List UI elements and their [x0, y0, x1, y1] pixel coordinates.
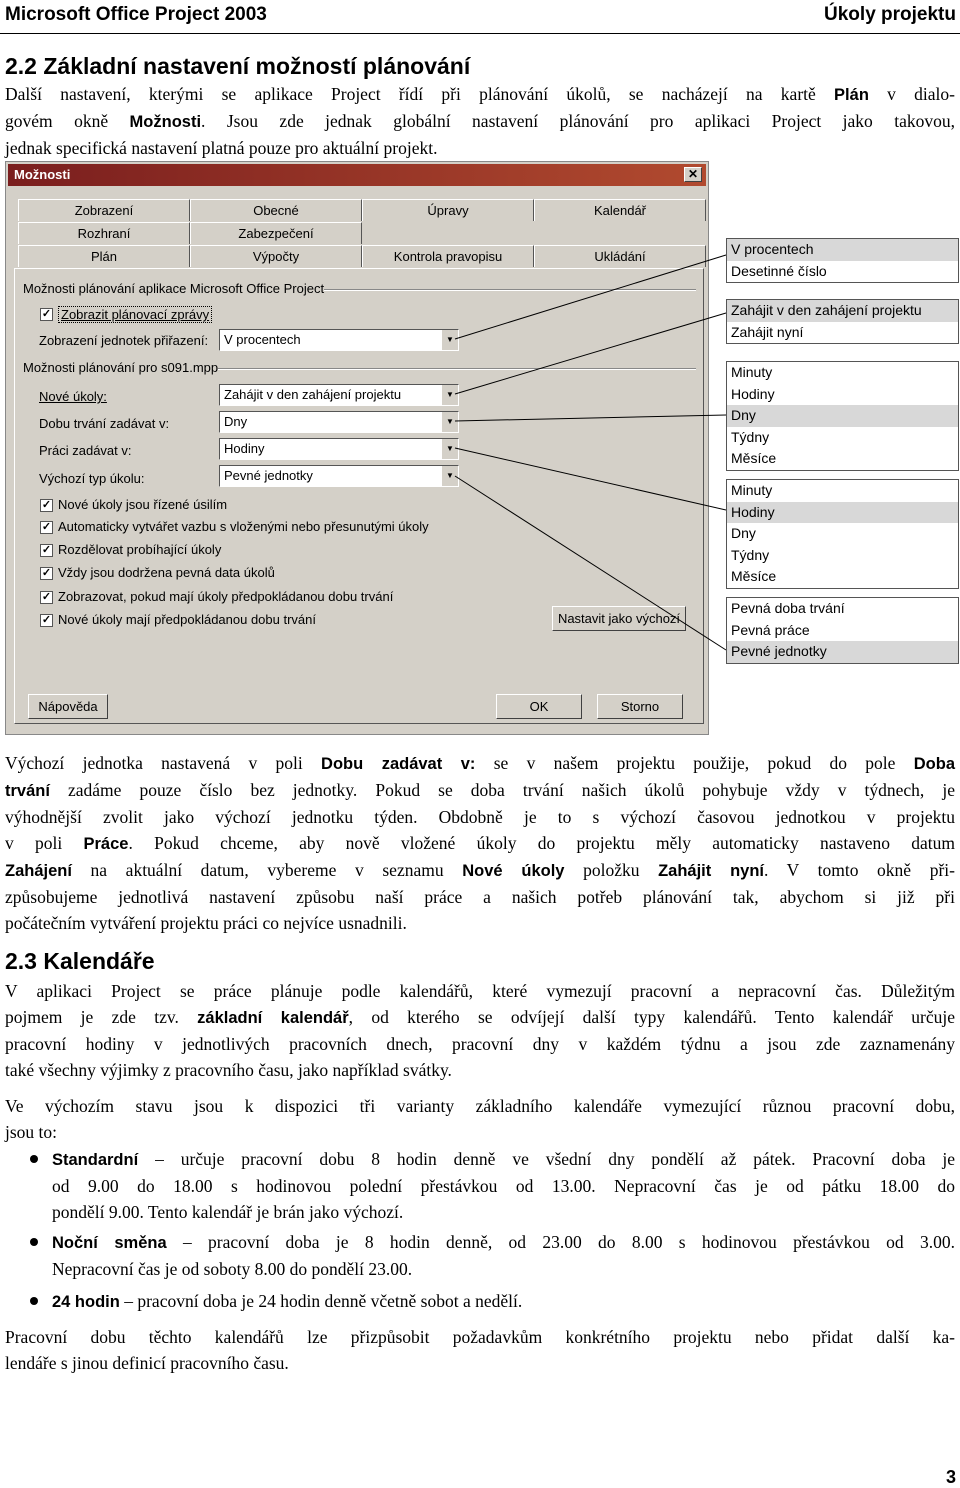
text: Další nastavení, kterými se aplikace Project řídí při plánování úkolů, se nacházejí na kartě	[5, 84, 835, 104]
text: v dialo-	[868, 84, 955, 104]
list-item[interactable]: Měsíce	[731, 450, 777, 466]
list-item	[52, 1288, 955, 1315]
tab-vypocty[interactable]: Výpočty	[190, 245, 362, 267]
para-line	[52, 1229, 955, 1256]
chevron-down-icon[interactable]: ▼	[441, 330, 458, 350]
para-line: výhodnější zvolit jako výchozí jednotku týden. Obdobně je to s výchozí časovou jednotkou v projektu	[5, 807, 955, 827]
text: v poli	[5, 833, 84, 853]
dialog-title: Možnosti	[14, 167, 71, 182]
callout-line-start	[455, 313, 726, 394]
chevron-down-icon[interactable]: ▼	[441, 439, 458, 459]
text: položku	[564, 860, 659, 880]
list-item[interactable]: Dny	[727, 405, 958, 427]
text: – určuje pracovní dobu 8 hodin denně ve všední dny pondělí až pátek. Pracovní doba je	[138, 1149, 955, 1169]
para-line: počátečním vytváření projektu práci co nejvíce usnadnili.	[5, 913, 407, 933]
list-item[interactable]: Měsíce	[731, 568, 777, 584]
text: se v našem projektu použije, pokud do pole	[475, 753, 914, 773]
tab-upravy[interactable]: Úpravy	[362, 199, 534, 221]
bullet-icon	[30, 1155, 38, 1163]
list-item[interactable]: Hodiny	[731, 385, 775, 402]
duration-value: Dny	[224, 414, 248, 429]
callout-line-work	[455, 448, 726, 510]
term: Zahájit nyní	[658, 862, 764, 880]
bullet-icon	[30, 1238, 38, 1246]
list-item[interactable]: Týdny	[731, 428, 770, 445]
bullet-icon	[30, 1297, 38, 1305]
text: . V tomto okně při-	[764, 860, 955, 880]
term-plan: Plán	[834, 86, 869, 104]
new-estimated-label: Nové úkoly mají předpokládanou dobu trvání	[58, 612, 316, 627]
work-value: Hodiny	[224, 441, 265, 456]
duration-label: Dobu trvání zadávat v:	[39, 416, 170, 431]
list-item	[52, 1146, 955, 1225]
para-line: Ve výchozím stavu jsou k dispozici tři varianty základního kalendáře vymezující různou pracovní dobu,	[5, 1096, 955, 1116]
calendars-paragraph-2	[5, 1093, 955, 1145]
text: , od kterého se odvíjejí další typy kalendářů. Tento kalendář určuje	[348, 1007, 956, 1027]
list-item[interactable]: Hodiny	[727, 502, 958, 524]
para-line	[5, 830, 955, 857]
task-type-value: Pevné jednotky	[224, 468, 313, 483]
text: Výchozí jednotka nastavená v poli	[5, 753, 322, 773]
auto-link-label: Automaticky vytvářet vazbu s vloženými nebo přesunutými úkoly	[58, 519, 429, 534]
tab-zobrazeni[interactable]: Zobrazení	[18, 199, 190, 221]
para-line	[5, 777, 955, 804]
para-line: od 9.00 do 18.00 s hodinovou polední přestávkou od 13.00. Nepracovní čas je od pátku 18.00 do	[52, 1176, 955, 1196]
tab-zabezpeceni[interactable]: Zabezpečení	[190, 222, 362, 244]
header-right: Úkoly projektu	[824, 4, 956, 25]
term: Práce	[83, 835, 129, 853]
text: zadáme pouze číslo bez jednotky. Pokud se doba trvání našich úkolů pohybuje vždy v týdnech, je	[49, 780, 955, 800]
checkbox-honor-dates[interactable]: ✓	[41, 567, 52, 579]
text: – pracovní doba je 24 hodin denně včetně sobot a nedělí.	[119, 1291, 523, 1311]
effort-driven-label: Nové úkoly jsou řízené úsilím	[58, 497, 228, 512]
para-line: Nepracovní čas je od soboty 8.00 do pondělí 23.00.	[52, 1259, 413, 1279]
duration-dropdown-list	[726, 361, 959, 471]
calendars-paragraph-1	[5, 978, 955, 1083]
term-moznosti: Možnosti	[129, 113, 202, 131]
list-item	[52, 1229, 955, 1282]
new-tasks-value: Zahájit v den zahájení projektu	[224, 387, 402, 402]
tab-rozhrani[interactable]: Rozhraní	[18, 222, 190, 244]
list-item[interactable]: Týdny	[731, 546, 770, 563]
checkbox-split-tasks[interactable]: ✓	[41, 544, 52, 556]
term: Doba	[913, 755, 955, 773]
section-heading-2-3: 2.3 Kalendáře	[5, 948, 155, 974]
show-estimated-label: Zobrazovat, pokud mají úkoly předpokládanou dobu trvání	[58, 589, 394, 604]
header-left: Microsoft Office Project 2003	[5, 4, 267, 25]
intro-line-3: jednak specifická nastavení platná pouze pro aktuální projekt.	[5, 138, 438, 158]
para-line	[5, 857, 955, 884]
callout-line-duration	[455, 415, 726, 421]
chevron-down-icon[interactable]: ▼	[441, 466, 458, 486]
para-line	[5, 1004, 955, 1031]
list-item[interactable]: Desetinné číslo	[731, 262, 827, 279]
para-line: jsou to:	[5, 1122, 58, 1142]
checkbox-effort-driven[interactable]: ✓	[41, 499, 52, 511]
task-type-dropdown-list	[726, 597, 959, 664]
callout-line-task-type	[455, 476, 726, 650]
start-dropdown-list	[726, 299, 959, 344]
units-dropdown-list	[726, 238, 959, 283]
para-line	[5, 750, 955, 777]
text: . Pokud chceme, aby nově vložené úkoly do projektu měly automaticky nastaveno datum	[128, 833, 955, 853]
term: Dobu zadávat v:	[321, 755, 476, 773]
term: trvání	[5, 782, 50, 800]
para-line: způsobujeme jednotlivá nastavení způsobu naší práce a našich potřeb plánování tak, abychom si již při	[5, 887, 955, 907]
tab-kontrola-pravopisu[interactable]: Kontrola pravopisu	[362, 245, 534, 267]
term: Nové úkoly	[462, 862, 565, 880]
group-project-label: Možnosti plánování pro s091.mpp	[23, 360, 219, 375]
chevron-down-icon[interactable]: ▼	[441, 412, 458, 432]
honor-dates-label: Vždy jsou dodržena pevná data úkolů	[58, 565, 275, 580]
term: Zahájení	[5, 862, 72, 880]
units-value: V procentech	[224, 332, 301, 347]
tab-obecne[interactable]: Obecné	[190, 199, 362, 221]
list-item[interactable]: Minuty	[731, 482, 773, 498]
para-line	[52, 1288, 955, 1315]
para-line: lendáře s jinou definicí pracovního času.	[5, 1353, 289, 1373]
checkbox-new-estimated[interactable]: ✓	[41, 614, 52, 626]
chevron-down-icon[interactable]: ▼	[441, 385, 458, 405]
section-heading-2-2: 2.2 Základní nastavení možností plánování	[5, 53, 471, 79]
page-number: 3	[945, 1467, 956, 1487]
ok-button[interactable]: OK	[496, 694, 582, 719]
set-default-button[interactable]: Nastavit jako výchozí	[552, 606, 686, 631]
checkbox-auto-link[interactable]: ✓	[41, 521, 52, 533]
list-item[interactable]: Dny	[731, 525, 756, 541]
text: govém okně	[5, 111, 130, 131]
units-label: Zobrazení jednotek přiřazení:	[39, 333, 209, 348]
work-dropdown-list	[726, 479, 959, 589]
para-line: V aplikaci Project se práce plánuje podle kalendářů, které vymezují pracovní a nepracovní čas. Důležitým	[5, 981, 955, 1001]
text: . Jsou zde jednak globální nastavení plánování pro aplikaci Project jako takovou,	[201, 111, 955, 131]
work-label: Práci zadávat v:	[39, 443, 132, 458]
list-item[interactable]: Zahájit nyní	[731, 323, 804, 340]
group-app-label: Možnosti plánování aplikace Microsoft Office Project	[23, 281, 325, 296]
para-line: Pracovní dobu těchto kalendářů lze přizpůsobit požadavkům konkrétního projektu nebo přidat další ka-	[5, 1327, 955, 1347]
split-tasks-label: Rozdělovat probíhající úkoly	[58, 542, 222, 557]
list-item[interactable]: Zahájit v den zahájení projektu	[727, 300, 958, 322]
list-item[interactable]: Minuty	[731, 364, 773, 380]
checkbox-show-messages[interactable]: ✓	[41, 308, 52, 320]
cancel-button[interactable]: Storno	[597, 694, 683, 719]
term: základní kalendář	[197, 1009, 349, 1027]
text: na aktuální datum, vybereme v seznamu	[71, 860, 463, 880]
term: Standardní	[52, 1151, 139, 1169]
term: Noční směna	[52, 1234, 167, 1252]
text: – pracovní doba je 8 hodin denně, od 23.00 do 8.00 s hodinovou přestávkou od 3.00.	[166, 1232, 955, 1252]
default-unit-paragraph	[5, 750, 955, 936]
help-button[interactable]: Nápověda	[28, 694, 108, 719]
calendars-paragraph-3	[5, 1324, 955, 1376]
close-icon[interactable]: ✕	[684, 167, 702, 182]
list-item[interactable]: Pevná doba trvání	[731, 600, 845, 616]
tab-plan[interactable]: Plán	[18, 245, 190, 267]
checkbox-show-estimated[interactable]: ✓	[41, 591, 52, 603]
term: 24 hodin	[52, 1293, 120, 1311]
para-line: také všechny výjimky z pracovního času, jako například svátky.	[5, 1060, 452, 1080]
tab-ukladani[interactable]: Ukládání	[534, 245, 706, 267]
new-tasks-label: Nové úkoly:	[39, 389, 107, 404]
task-type-label: Výchozí typ úkolu:	[39, 471, 145, 486]
show-messages-label: Zobrazit plánovací zprávy	[58, 306, 212, 323]
list-item[interactable]: Pevná práce	[731, 621, 810, 638]
para-line: pracovní hodiny v jednotlivých pracovních dnech, pracovní dny v každém týdnu a jsou zde zaznamenány	[5, 1034, 955, 1054]
list-item[interactable]: Pevné jednotky	[727, 641, 958, 663]
callout-line-units	[455, 255, 726, 339]
list-item[interactable]: V procentech	[727, 239, 958, 261]
para-line	[52, 1146, 955, 1173]
text: pojmem je zde tzv.	[5, 1007, 198, 1027]
tab-kalendar[interactable]: Kalendář	[534, 199, 706, 221]
para-line: pondělí 9.00. Tento kalendář je brán jako výchozí.	[52, 1202, 404, 1222]
